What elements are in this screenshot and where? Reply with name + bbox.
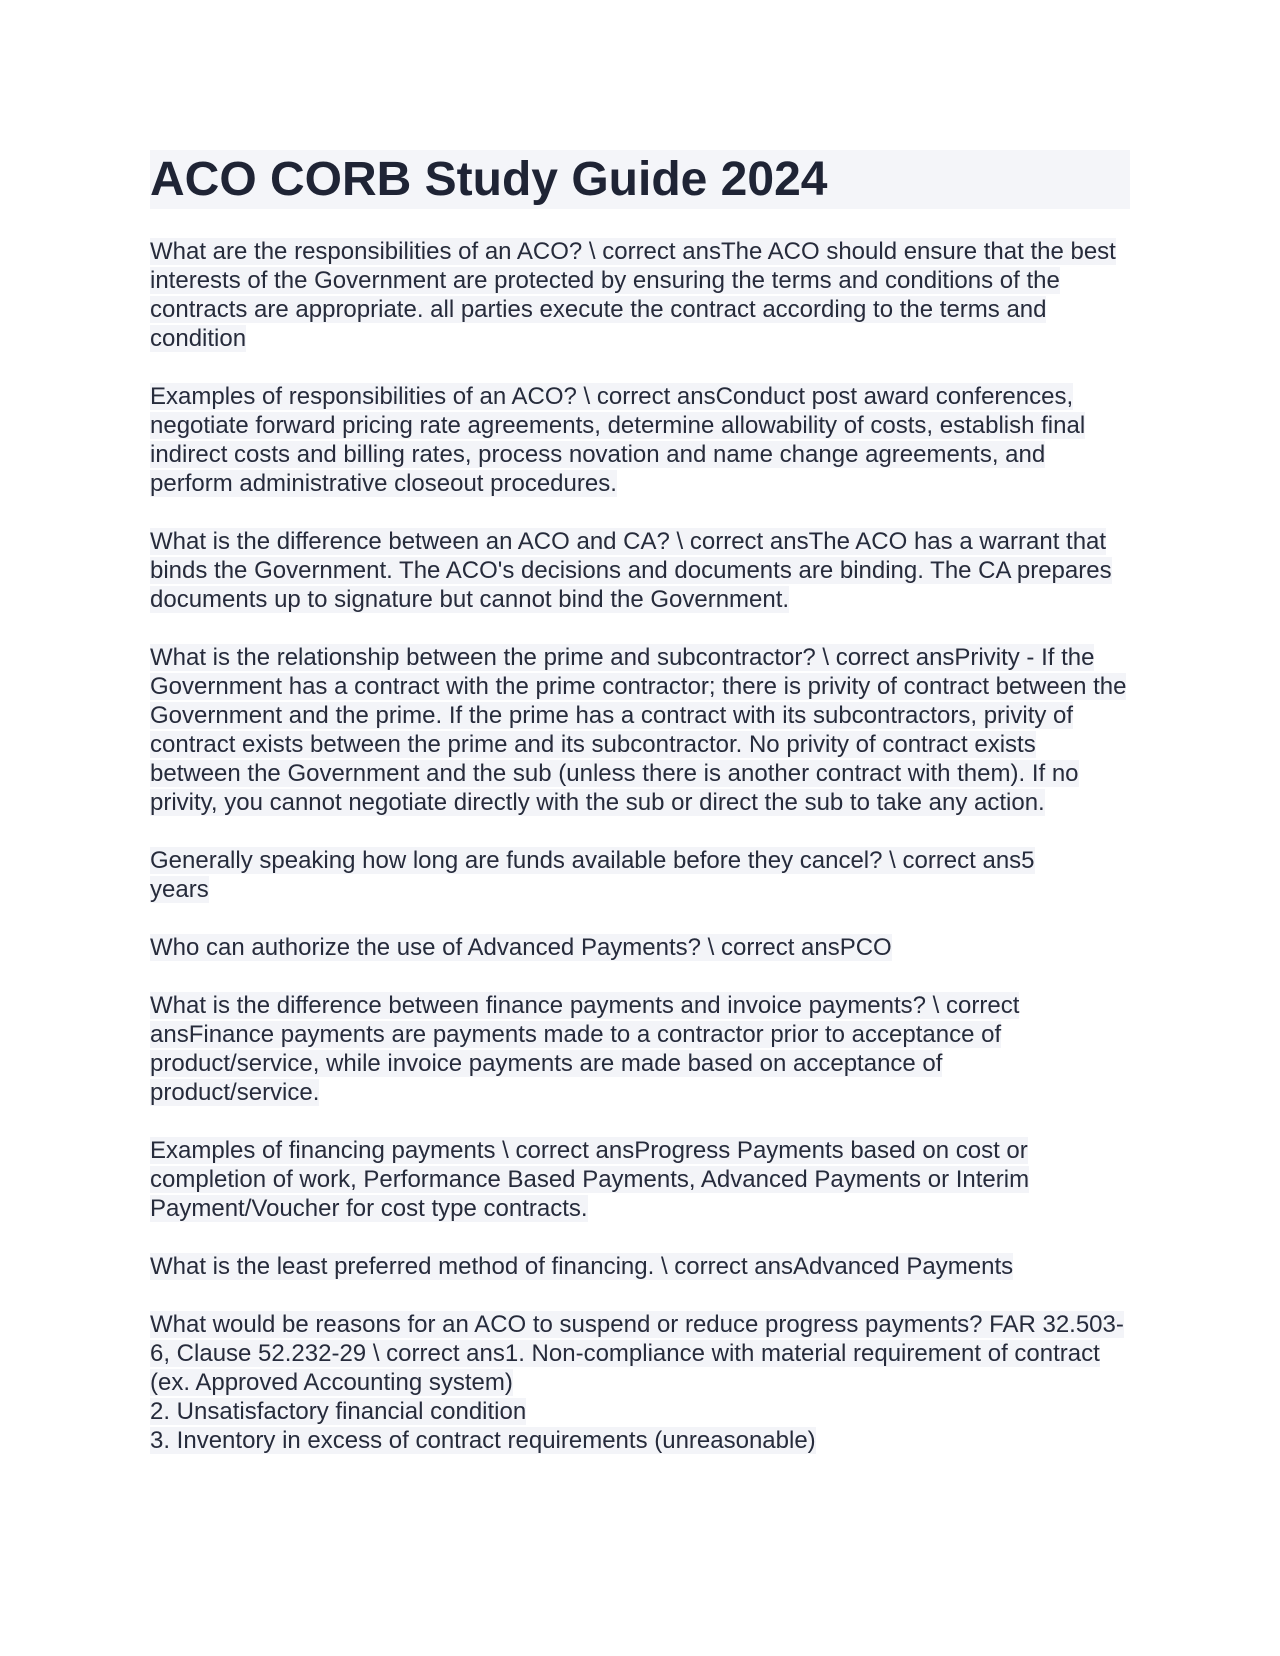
qa-text: Generally speaking how long are funds available before they cancel? \ correct ans5 years [150, 847, 1035, 903]
qa-text: Who can authorize the use of Advanced Payments? \ correct ansPCO [150, 934, 892, 961]
qa-entry [150, 1252, 1130, 1281]
qa-entry [150, 643, 1130, 817]
qa-text: What is the least preferred method of financing. \ correct ansAdvanced Payments [150, 1253, 1014, 1280]
qa-text: Examples of financing payments \ correct ansProgress Payments based on cost or completion of work, Performance Based Payments, Advanced Payments or Interim Payment/Voucher for cost type contracts. [150, 1137, 1030, 1222]
qa-entry [150, 1310, 1130, 1455]
qa-entry [150, 1136, 1130, 1223]
qa-text: What is the difference between an ACO and CA? \ correct ansThe ACO has a warrant that binds the Government. The ACO's decisions and documents are binding. The CA prepares documents up to signature but cannot bind the Government. [150, 528, 1112, 613]
qa-text: What would be reasons for an ACO to suspend or reduce progress payments? FAR 32.503-6, Clause 52.232-29 \ correct ans1. Non-compliance with material requirement of contract (ex. Approved Accounting system) 2. Unsatisfactory financial condition 3. Inventory in excess of contract requirements (unreasonable) [150, 1311, 1124, 1454]
qa-text: What are the responsibilities of an ACO? \ correct ansThe ACO should ensure that the best interests of the Government are protected by ensuring the terms and conditions of the contracts are appropriate. all parties execute the contract according to the terms and condition [150, 238, 1116, 352]
qa-entry [150, 382, 1130, 498]
qa-text: What is the relationship between the prime and subcontractor? \ correct ansPrivity - If the Government has a contract with the prime contractor; there is privity of contract between the Government and the prime. If the prime has a contract with its subcontractors, privity of contract exists between the prime and its subcontractor. No privity of contract exists between the Government and the sub (unless there is another contract with them). If no privity, you cannot negotiate directly with the sub or direct the sub to take any action. [150, 644, 1127, 816]
document-title: ACO CORB Study Guide 2024 [150, 153, 828, 206]
qa-entry [150, 527, 1130, 614]
qa-text: Examples of responsibilities of an ACO? \ correct ansConduct post award conferences, negotiate forward pricing rate agreements, determine allowability of costs, establish final indirect costs and billing rates, process novation and name change agreements, and perform administrative closeout procedures. [150, 383, 1086, 497]
document-content [150, 150, 1130, 1484]
qa-entry [150, 237, 1130, 353]
qa-entry [150, 991, 1050, 1107]
qa-text: What is the difference between finance payments and invoice payments? \ correct ansFinance payments are payments made to a contractor prior to acceptance of product/service, while invoice payments are made based on acceptance of product/service. [150, 992, 1020, 1106]
qa-entry [150, 933, 1130, 962]
qa-entry [150, 846, 1075, 904]
title-band [150, 150, 1130, 209]
qa-list [150, 237, 1130, 1455]
